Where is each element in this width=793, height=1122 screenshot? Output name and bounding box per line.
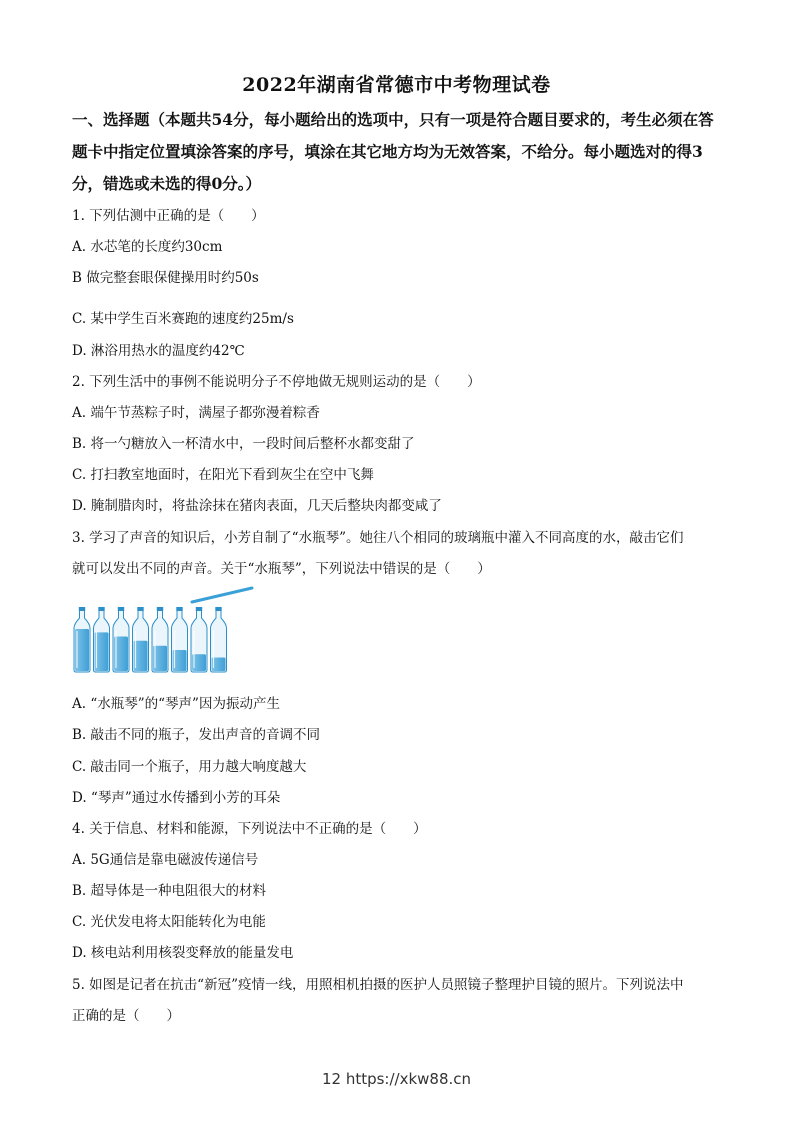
q3-option-c: C. 敲击同一个瓶子，用力越大响度越大 bbox=[72, 759, 307, 775]
question-5-line-1: 5. 如图是记者在抗击“新冠”疫情一线，用照相机拍摄的医护人员照镜子整理护目镜的照片。下列说法中 bbox=[72, 977, 684, 993]
question-3-line-1: 3. 学习了声音的知识后，小芳自制了“水瓶琴”。她往八个相同的玻璃瓶中灌入不同高度的水，敲击它们 bbox=[72, 530, 684, 546]
question-3-line-2: 就可以发出不同的声音。关于“水瓶琴”，下列说法中错误的是（ ） bbox=[72, 561, 491, 577]
water-bottle-xylophone-figure bbox=[70, 584, 270, 676]
q2-option-c: C. 打扫教室地面时，在阳光下看到灰尘在空中飞舞 bbox=[72, 467, 374, 483]
bottle-5 bbox=[152, 607, 168, 672]
q1-option-c: C. 某中学生百米赛跑的速度约25m/s bbox=[72, 311, 294, 327]
q4-option-a: A. 5G通信是靠电磁波传递信号 bbox=[72, 852, 259, 868]
q4-option-d: D. 核电站利用核裂变释放的能量发电 bbox=[72, 945, 294, 961]
q2-option-b: B. 将一勺糖放入一杯清水中，一段时间后整杯水都变甜了 bbox=[72, 436, 415, 452]
q4-option-b: B. 超导体是一种电阻很大的材料 bbox=[72, 883, 267, 899]
bottle-8 bbox=[211, 607, 227, 672]
bottle-3 bbox=[113, 607, 129, 672]
q2-option-d: D. 腌制腊肉时，将盐涂抹在猪肉表面，几天后整块肉都变咸了 bbox=[72, 498, 442, 514]
question-1: 1. 下列估测中正确的是（ ） bbox=[72, 208, 265, 224]
q3-option-b: B. 敲击不同的瓶子，发出声音的音调不同 bbox=[72, 727, 321, 743]
page-footer: 12 https://xkw88.cn bbox=[321, 1070, 472, 1088]
bottle-2 bbox=[94, 607, 110, 672]
bottle-1 bbox=[74, 607, 90, 672]
q1-option-d: D. 淋浴用热水的温度约42℃ bbox=[72, 343, 245, 359]
q4-option-c: C. 光伏发电将太阳能转化为电能 bbox=[72, 914, 266, 930]
q2-option-a: A. 端午节蒸粽子时，满屋子都弥漫着粽香 bbox=[72, 405, 320, 421]
bottle-4 bbox=[133, 607, 149, 672]
q3-option-a: A. “水瓶琴”的“琴声”因为振动产生 bbox=[72, 696, 280, 712]
question-4: 4. 关于信息、材料和能源，下列说法中不正确的是（ ） bbox=[72, 821, 427, 837]
question-5-line-2: 正确的是（ ） bbox=[72, 1008, 180, 1024]
exam-title: 2022年湖南省常德市中考物理试卷 bbox=[242, 74, 551, 96]
bottle-7 bbox=[191, 607, 207, 672]
q1-option-b: B 做完整套眼保健操用时约50s bbox=[72, 270, 259, 286]
q1-option-a: A. 水芯笔的长度约30cm bbox=[72, 239, 223, 255]
q3-option-d: D. “琴声”通过水传播到小芳的耳朵 bbox=[72, 790, 281, 806]
stick bbox=[192, 588, 252, 602]
section-header: 一、选择题（本题共54分，每小题给出的选项中，只有一项是符合题目要求的，考生必须在答题卡中指定位置填涂答案的序号，填涂在其它地方均为无效答案，不给分。每小题选对的得3分，错选或未选的得0分。） bbox=[72, 110, 714, 193]
question-2: 2. 下列生活中的事例不能说明分子不停地做无规则运动的是（ ） bbox=[72, 374, 481, 390]
bottle-6 bbox=[172, 607, 188, 672]
